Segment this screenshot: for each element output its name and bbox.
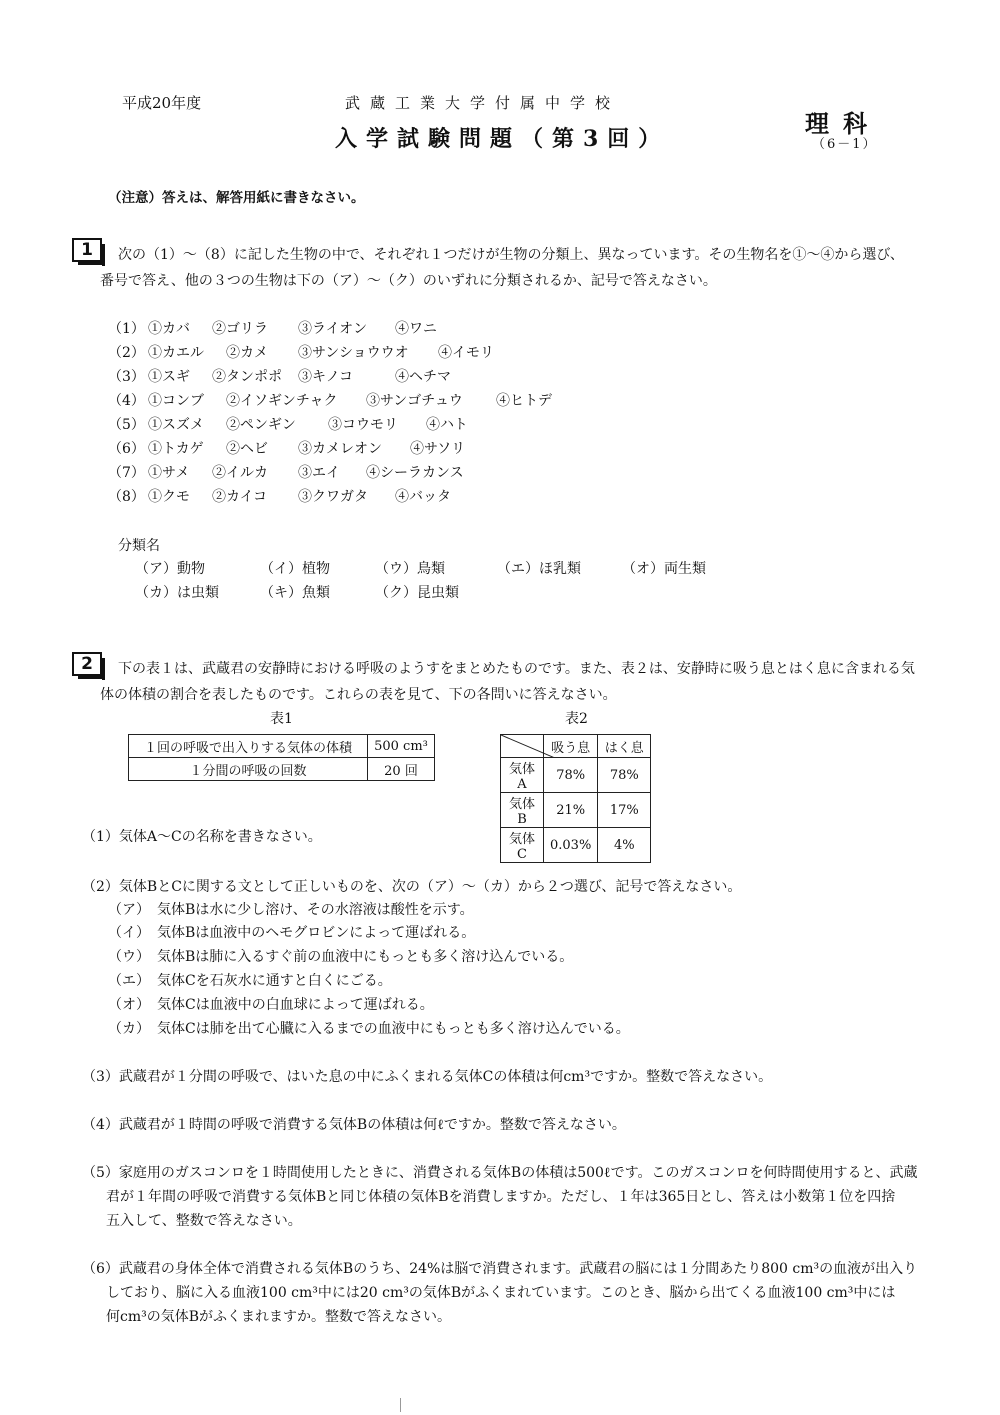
exam-year: 平成20年度 (122, 94, 202, 112)
table-cell: 20 回 (368, 758, 435, 781)
q1-intro-line2: 番号で答え、他の３つの生物は下の（ア）～（ク）のいずれに分類されるか、記号で答えなさい。 (100, 273, 717, 289)
choice-2: ②ペンギン (226, 417, 296, 433)
table-row (501, 758, 651, 793)
table2-caption: 表2 (565, 711, 588, 727)
row-label: （6） (108, 441, 145, 457)
table-cell: 4% (598, 828, 651, 863)
choice-3: ③エイ (298, 465, 340, 481)
list-item: （カ） 気体Cは肺を出て心臓に入るまでの血液中にもっとも多く溶け込んでいる。 (108, 1021, 630, 1037)
choice-2: ②ヘビ (226, 441, 268, 457)
choice-3: ③クワガタ (298, 489, 368, 505)
table2 (500, 734, 651, 863)
category-item: （ク）昆虫類 (375, 585, 459, 601)
q2-sub6-line3: 何cm³の気体Bがふくまれますか。整数で答えなさい。 (106, 1309, 452, 1325)
category-item: （ア）動物 (135, 561, 205, 577)
choice-1: ①カエル (148, 345, 204, 361)
row-label: （8） (108, 489, 145, 505)
q2-sub3: （3）武蔵君が１分間の呼吸で、はいた息の中にふくまれる気体Cの体積は何cm³ですか。整数で答えなさい。 (82, 1069, 773, 1085)
table-cell: 78% (544, 758, 598, 793)
q2-intro-line2: 体の体積の割合を表したものです。これらの表を見て、下の各問いに答えなさい。 (100, 687, 617, 703)
table-row (501, 735, 651, 758)
choice-3: ③サンショウウオ (298, 345, 409, 361)
row-label: （5） (108, 417, 145, 433)
choice-2: ②イソギンチャク (226, 393, 338, 409)
list-item: （ウ） 気体Bは肺に入るすぐ前の血液中にもっとも多く溶け込んでいる。 (108, 949, 574, 965)
q2-sub5-line1: （5）家庭用のガスコンロを１時間使用したときに、消費される気体Bの体積は500ℓです。このガスコンロを何時間使用すると、武蔵 (82, 1165, 918, 1181)
choice-4: ④ハト (426, 417, 468, 433)
table-header: 吸う息 (544, 735, 598, 758)
category-title: 分類名 (118, 538, 160, 554)
choice-4: ④バッタ (395, 489, 451, 505)
category-item: （キ）魚類 (260, 585, 330, 601)
diagonal-header-cell (501, 735, 544, 758)
choice-4: ④ヒトデ (496, 393, 552, 409)
category-item: （エ）ほ乳類 (497, 561, 581, 577)
page-number: （6－1） (812, 137, 878, 152)
table-cell: １回の呼吸で出入りする気体の体積 (129, 735, 368, 758)
table-row (129, 758, 435, 781)
q2-intro-line1: 下の表１は、武蔵君の安静時における呼吸のようすをまとめたものです。また、表２は、安静時に吸う息とはく息に含まれる気 (118, 661, 915, 677)
question-1-number: 1 (72, 238, 102, 262)
table-cell: 気体B (501, 793, 544, 828)
choice-3: ③カメレオン (298, 441, 382, 457)
choice-4: ④イモリ (438, 345, 494, 361)
list-item: （ア） 気体Bは水に少し溶け、その水溶液は酸性を示す。 (108, 902, 474, 918)
row-label: （4） (108, 393, 145, 409)
q2-sub5-line3: 五入して、整数で答えなさい。 (106, 1213, 302, 1229)
choice-3: ③キノコ (298, 369, 354, 385)
table-cell: 500 cm³ (368, 735, 435, 758)
choice-1: ①トカゲ (148, 441, 204, 457)
row-label: （3） (108, 369, 145, 385)
table-cell: 気体A (501, 758, 544, 793)
table-header: はく息 (598, 735, 651, 758)
scan-mark (400, 1398, 401, 1412)
choice-1: ①スギ (148, 369, 190, 385)
q1-intro-line1: 次の（1）～（8）に記した生物の中で、それぞれ１つだけが生物の分類上、異なっています。その生物名を①～④から選び、 (118, 247, 904, 263)
q2-sub4: （4）武蔵君が１時間の呼吸で消費する気体Bの体積は何ℓですか。整数で答えなさい。 (82, 1117, 626, 1133)
school-name: 武蔵工業大学付属中学校 (345, 94, 621, 112)
diagonal-line (501, 735, 555, 758)
choice-4: ④シーラカンス (366, 465, 464, 481)
subject-title: 理科 (805, 109, 881, 138)
choice-3: ③ライオン (298, 321, 368, 337)
choice-1: ①クモ (148, 489, 190, 505)
row-label: （7） (108, 465, 145, 481)
list-item: （イ） 気体Bは血液中のヘモグロビンによって運ばれる。 (108, 925, 476, 941)
choice-1: ①スズメ (148, 417, 204, 433)
table-cell: 17% (598, 793, 651, 828)
choice-4: ④サソリ (410, 441, 466, 457)
choice-1: ①カバ (148, 321, 190, 337)
choice-2: ②イルカ (212, 465, 268, 481)
q2-sub5-line2: 君が１年間の呼吸で消費する気体Bと同じ体積の気体Bを消費しますか。ただし、１年は365日とし、答えは小数第１位を四捨 (106, 1189, 896, 1205)
choice-2: ②タンポポ (212, 369, 282, 385)
choice-1: ①サメ (148, 465, 190, 481)
choice-2: ②カメ (226, 345, 268, 361)
list-item: （エ） 気体Cを石灰水に通すと白くにごる。 (108, 973, 392, 989)
table1-caption: 表1 (270, 711, 293, 727)
exam-title: 入学試験問題（第3回） (335, 126, 670, 152)
choice-4: ④ワニ (395, 321, 437, 337)
list-item: （オ） 気体Cは血液中の白血球によって運ばれる。 (108, 997, 434, 1013)
table1 (128, 734, 435, 781)
choice-2: ②カイコ (212, 489, 268, 505)
category-item: （カ）は虫類 (135, 585, 219, 601)
q2-sub6-line1: （6）武蔵君の身体全体で消費される気体Bのうち、24%は脳で消費されます。武蔵君の脳には１分間あたり800 cm³の血液が出入り (82, 1261, 918, 1277)
row-label: （2） (108, 345, 145, 361)
table-cell: 気体C (501, 828, 544, 863)
category-item: （イ）植物 (260, 561, 330, 577)
category-item: （ウ）鳥類 (375, 561, 445, 577)
choice-1: ①コンブ (148, 393, 204, 409)
table-cell: 0.03% (544, 828, 598, 863)
choice-3: ③コウモリ (328, 417, 398, 433)
table-row (129, 735, 435, 758)
question-2-number: 2 (72, 652, 102, 676)
q2-sub6-line2: しており、脳に入る血液100 cm³中には20 cm³の気体Bがふくまれています。このとき、脳から出てくる血液100 cm³中には (106, 1285, 896, 1301)
q2-sub1: （1）気体A～Cの名称を書きなさい。 (82, 829, 322, 845)
choice-3: ③サンゴチュウ (366, 393, 463, 409)
notice: （注意）答えは、解答用紙に書きなさい。 (108, 190, 365, 206)
table-cell: 21% (544, 793, 598, 828)
category-item: （オ）両生類 (622, 561, 706, 577)
q2-sub2: （2）気体BとCに関する文として正しいものを、次の（ア）～（カ）から２つ選び、記号で答えなさい。 (82, 879, 742, 895)
choice-2: ②ゴリラ (212, 321, 268, 337)
row-label: （1） (108, 321, 145, 337)
table-cell: 78% (598, 758, 651, 793)
table-row (501, 793, 651, 828)
table-cell: １分間の呼吸の回数 (129, 758, 368, 781)
table-row (501, 828, 651, 863)
choice-4: ④ヘチマ (395, 369, 451, 385)
